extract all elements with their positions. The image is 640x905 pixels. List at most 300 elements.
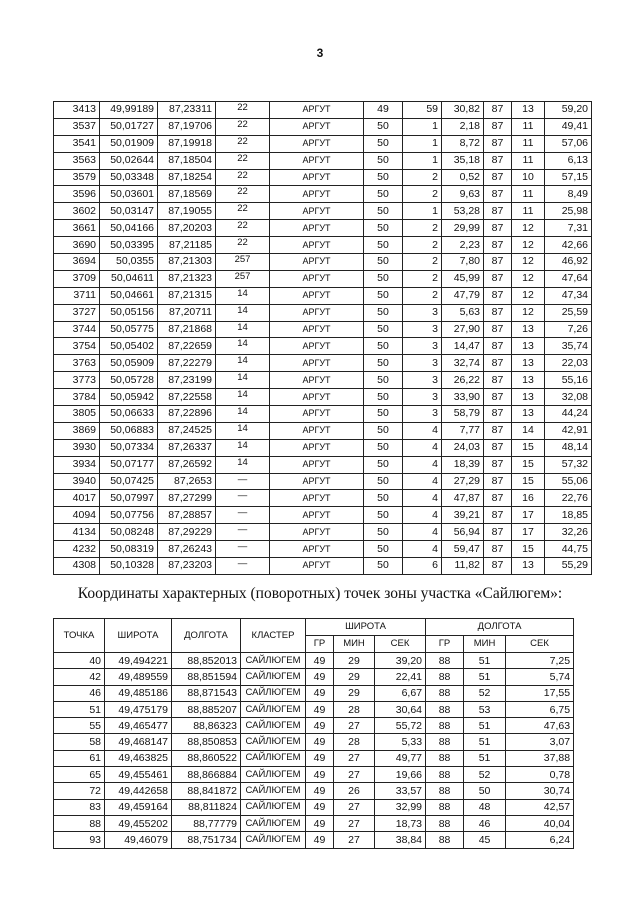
cell-cluster-name: АРГУТ	[270, 490, 364, 507]
cell-lat-sec: 2,23	[442, 237, 484, 254]
cell-point: 3930	[54, 439, 100, 456]
cell-cluster-id: 14	[216, 422, 270, 439]
cell-lat-deg: 50	[364, 490, 403, 507]
cell-latitude: 50,07756	[100, 507, 158, 524]
cell-lat-min: 4	[403, 490, 442, 507]
cell-longitude: 88,86323	[172, 718, 241, 734]
cell-lon-sec: 7,25	[506, 653, 574, 669]
cell-lon-sec: 7,31	[545, 220, 592, 237]
cell-lat-deg: 50	[364, 558, 403, 575]
cell-lon-deg: 88	[426, 685, 464, 701]
cell-lon-sec: 59,20	[545, 102, 592, 119]
cell-lon-sec: 37,88	[506, 750, 574, 766]
cell-cluster-id: —	[216, 507, 270, 524]
cell-lon-sec: 49,41	[545, 118, 592, 135]
cell-lat-min: 2	[403, 186, 442, 203]
cell-lat-min: 3	[403, 304, 442, 321]
table-row	[54, 169, 592, 186]
cell-latitude: 50,08319	[100, 541, 158, 558]
cell-latitude: 49,463825	[105, 750, 172, 766]
cell-lat-min: 26	[334, 783, 375, 799]
table-row	[54, 653, 574, 669]
cell-lon-min: 51	[464, 734, 506, 750]
cell-lon-deg: 87	[484, 422, 512, 439]
cell-lat-sec: 39,20	[375, 653, 426, 669]
cell-cluster-name: АРГУТ	[270, 558, 364, 575]
table-row	[54, 456, 592, 473]
cell-cluster: САЙЛЮГЕМ	[241, 718, 306, 734]
cell-longitude: 88,866884	[172, 767, 241, 783]
col-header-lat-min: МИН	[334, 636, 375, 653]
cell-latitude: 50,02644	[100, 152, 158, 169]
cell-lat-min: 27	[334, 718, 375, 734]
cell-cluster-id: 14	[216, 439, 270, 456]
cell-cluster-name: АРГУТ	[270, 372, 364, 389]
cell-lat-sec: 9,63	[442, 186, 484, 203]
cell-cluster: САЙЛЮГЕМ	[241, 734, 306, 750]
cell-lon-deg: 87	[484, 541, 512, 558]
cell-cluster-name: АРГУТ	[270, 406, 364, 423]
page-number: 3	[316, 46, 324, 60]
cell-latitude: 49,489559	[105, 669, 172, 685]
cell-longitude: 88,851594	[172, 669, 241, 685]
cell-longitude: 87,23199	[158, 372, 216, 389]
cell-lat-min: 1	[403, 152, 442, 169]
cell-lon-min: 52	[464, 685, 506, 701]
cell-cluster-name: АРГУТ	[270, 169, 364, 186]
cell-lon-deg: 88	[426, 701, 464, 717]
cell-cluster-id: 257	[216, 270, 270, 287]
cell-point: 3784	[54, 389, 100, 406]
cell-lat-deg: 49	[306, 701, 334, 717]
cell-point: 3541	[54, 135, 100, 152]
cell-lat-deg: 49	[306, 653, 334, 669]
cell-longitude: 87,22896	[158, 406, 216, 423]
cell-latitude: 50,05775	[100, 321, 158, 338]
cell-longitude: 87,21323	[158, 270, 216, 287]
cell-latitude: 49,455202	[105, 815, 172, 831]
cell-lat-min: 2	[403, 237, 442, 254]
cell-lon-min: 51	[464, 653, 506, 669]
cell-latitude: 50,07177	[100, 456, 158, 473]
cell-lon-deg: 87	[484, 355, 512, 372]
cell-lat-min: 27	[334, 832, 375, 848]
cell-lon-min: 12	[512, 270, 545, 287]
table-row	[54, 135, 592, 152]
cell-longitude: 87,22558	[158, 389, 216, 406]
table-row	[54, 767, 574, 783]
cell-latitude: 50,04166	[100, 220, 158, 237]
coordinates-table-argut	[53, 101, 592, 575]
cell-lat-sec: 24,03	[442, 439, 484, 456]
cell-lat-sec: 14,47	[442, 338, 484, 355]
cell-lat-deg: 50	[364, 389, 403, 406]
table-row	[54, 118, 592, 135]
cell-point: 42	[54, 669, 105, 685]
cell-cluster-id: 22	[216, 203, 270, 220]
cell-lat-sec: 30,82	[442, 102, 484, 119]
cell-longitude: 88,811824	[172, 799, 241, 815]
table-row	[54, 287, 592, 304]
col-header-cluster: КЛАСТЕР	[241, 619, 306, 653]
section-heading: Координаты характерных (поворотных) точек зоны участка «Сайлюгем»:	[77, 585, 563, 602]
cell-point: 3694	[54, 254, 100, 271]
cell-longitude: 87,22279	[158, 355, 216, 372]
cell-cluster: САЙЛЮГЕМ	[241, 767, 306, 783]
cell-cluster-id: 14	[216, 321, 270, 338]
cell-lon-sec: 17,55	[506, 685, 574, 701]
cell-cluster-name: АРГУТ	[270, 507, 364, 524]
cell-cluster-name: АРГУТ	[270, 389, 364, 406]
cell-point: 88	[54, 815, 105, 831]
cell-cluster-name: АРГУТ	[270, 304, 364, 321]
cell-latitude: 49,442658	[105, 783, 172, 799]
cell-lon-sec: 6,24	[506, 832, 574, 848]
cell-lat-min: 3	[403, 406, 442, 423]
cell-lat-deg: 50	[364, 355, 403, 372]
cell-lon-min: 13	[512, 321, 545, 338]
cell-lat-sec: 19,66	[375, 767, 426, 783]
table-row	[54, 701, 574, 717]
cell-cluster: САЙЛЮГЕМ	[241, 832, 306, 848]
table-row	[54, 406, 592, 423]
cell-lon-min: 10	[512, 169, 545, 186]
cell-lat-deg: 49	[306, 750, 334, 766]
cell-point: 3940	[54, 473, 100, 490]
cell-latitude: 49,475179	[105, 701, 172, 717]
cell-lon-deg: 87	[484, 507, 512, 524]
cell-latitude: 49,485186	[105, 685, 172, 701]
cell-cluster-id: —	[216, 473, 270, 490]
cell-lon-deg: 88	[426, 767, 464, 783]
cell-lat-sec: 32,99	[375, 799, 426, 815]
cell-cluster-id: 22	[216, 237, 270, 254]
cell-latitude: 49,494221	[105, 653, 172, 669]
cell-lon-min: 13	[512, 372, 545, 389]
cell-lon-min: 48	[464, 799, 506, 815]
cell-lon-min: 14	[512, 422, 545, 439]
table-row	[54, 473, 592, 490]
cell-lat-min: 59	[403, 102, 442, 119]
cell-lat-deg: 50	[364, 254, 403, 271]
cell-lat-min: 6	[403, 558, 442, 575]
cell-cluster-id: —	[216, 541, 270, 558]
cell-cluster-name: АРГУТ	[270, 220, 364, 237]
cell-cluster-name: АРГУТ	[270, 422, 364, 439]
cell-lat-deg: 50	[364, 406, 403, 423]
cell-lon-sec: 22,03	[545, 355, 592, 372]
cell-lat-deg: 50	[364, 439, 403, 456]
cell-longitude: 87,2653	[158, 473, 216, 490]
cell-lat-deg: 50	[364, 524, 403, 541]
cell-cluster-name: АРГУТ	[270, 118, 364, 135]
cell-lon-sec: 35,74	[545, 338, 592, 355]
cell-lon-min: 12	[512, 287, 545, 304]
cell-lat-min: 29	[334, 669, 375, 685]
cell-lat-min: 27	[334, 767, 375, 783]
cell-point: 3661	[54, 220, 100, 237]
col-header-longitude: ДОЛГОТА	[172, 619, 241, 653]
table-row	[54, 541, 592, 558]
cell-lat-min: 3	[403, 372, 442, 389]
cell-lon-min: 13	[512, 558, 545, 575]
cell-cluster-name: АРГУТ	[270, 203, 364, 220]
cell-cluster-id: 14	[216, 304, 270, 321]
cell-cluster: САЙЛЮГЕМ	[241, 750, 306, 766]
cell-lat-deg: 49	[306, 734, 334, 750]
cell-lon-sec: 25,98	[545, 203, 592, 220]
cell-lon-min: 12	[512, 237, 545, 254]
cell-lon-deg: 87	[484, 321, 512, 338]
cell-latitude: 50,07425	[100, 473, 158, 490]
cell-cluster: САЙЛЮГЕМ	[241, 685, 306, 701]
cell-longitude: 87,21185	[158, 237, 216, 254]
cell-lon-min: 13	[512, 389, 545, 406]
cell-longitude: 87,27299	[158, 490, 216, 507]
cell-lat-deg: 50	[364, 287, 403, 304]
cell-point: 93	[54, 832, 105, 848]
cell-lon-min: 45	[464, 832, 506, 848]
table-row	[54, 815, 574, 831]
table-row	[54, 558, 592, 575]
table-row	[54, 203, 592, 220]
cell-lon-min: 15	[512, 473, 545, 490]
cell-lon-deg: 88	[426, 799, 464, 815]
cell-lat-sec: 35,18	[442, 152, 484, 169]
cell-lon-sec: 55,06	[545, 473, 592, 490]
cell-latitude: 50,03147	[100, 203, 158, 220]
cell-lon-deg: 88	[426, 653, 464, 669]
cell-lat-deg: 49	[306, 767, 334, 783]
cell-lon-sec: 42,57	[506, 799, 574, 815]
cell-longitude: 87,21315	[158, 287, 216, 304]
cell-point: 3596	[54, 186, 100, 203]
cell-lon-deg: 88	[426, 718, 464, 734]
cell-lon-min: 11	[512, 118, 545, 135]
cell-lon-min: 11	[512, 203, 545, 220]
col-header-lon-deg: ГР	[426, 636, 464, 653]
cell-latitude: 50,07334	[100, 439, 158, 456]
cell-lat-sec: 27,90	[442, 321, 484, 338]
cell-point: 83	[54, 799, 105, 815]
cell-lon-sec: 55,16	[545, 372, 592, 389]
cell-lon-sec: 32,26	[545, 524, 592, 541]
cell-point: 46	[54, 685, 105, 701]
cell-latitude: 50,05728	[100, 372, 158, 389]
cell-cluster-id: 14	[216, 287, 270, 304]
cell-cluster: САЙЛЮГЕМ	[241, 701, 306, 717]
cell-longitude: 87,20711	[158, 304, 216, 321]
cell-lon-sec: 42,66	[545, 237, 592, 254]
cell-lon-min: 15	[512, 439, 545, 456]
cell-lat-min: 4	[403, 541, 442, 558]
cell-lat-deg: 50	[364, 135, 403, 152]
cell-point: 3579	[54, 169, 100, 186]
cell-lon-sec: 3,07	[506, 734, 574, 750]
cell-lon-min: 17	[512, 524, 545, 541]
coordinates-table-sailyugem-header	[54, 619, 574, 653]
cell-lon-sec: 25,59	[545, 304, 592, 321]
cell-lon-min: 12	[512, 220, 545, 237]
cell-cluster: САЙЛЮГЕМ	[241, 653, 306, 669]
cell-latitude: 50,04611	[100, 270, 158, 287]
cell-cluster-id: —	[216, 490, 270, 507]
cell-lon-min: 11	[512, 186, 545, 203]
cell-longitude: 87,26243	[158, 541, 216, 558]
col-header-point: ТОЧКА	[54, 619, 105, 653]
cell-lat-sec: 45,99	[442, 270, 484, 287]
cell-lat-sec: 39,21	[442, 507, 484, 524]
cell-latitude: 50,10328	[100, 558, 158, 575]
cell-point: 3869	[54, 422, 100, 439]
table-row	[54, 372, 592, 389]
cell-lat-min: 27	[334, 750, 375, 766]
cell-longitude: 87,26337	[158, 439, 216, 456]
cell-lon-min: 50	[464, 783, 506, 799]
cell-lat-min: 27	[334, 815, 375, 831]
cell-lon-min: 46	[464, 815, 506, 831]
cell-lat-sec: 56,94	[442, 524, 484, 541]
cell-longitude: 87,19055	[158, 203, 216, 220]
cell-lon-deg: 87	[484, 118, 512, 135]
cell-latitude: 50,05909	[100, 355, 158, 372]
cell-latitude: 50,08248	[100, 524, 158, 541]
cell-cluster-id: 14	[216, 372, 270, 389]
cell-longitude: 87,29229	[158, 524, 216, 541]
table-row	[54, 524, 592, 541]
cell-point: 3537	[54, 118, 100, 135]
table-row	[54, 439, 592, 456]
cell-lon-deg: 87	[484, 524, 512, 541]
cell-cluster-id: 14	[216, 389, 270, 406]
cell-point: 3709	[54, 270, 100, 287]
table-row	[54, 186, 592, 203]
cell-point: 65	[54, 767, 105, 783]
cell-lon-deg: 87	[484, 558, 512, 575]
cell-lon-sec: 42,91	[545, 422, 592, 439]
cell-cluster-name: АРГУТ	[270, 237, 364, 254]
cell-cluster: САЙЛЮГЕМ	[241, 815, 306, 831]
cell-latitude: 49,468147	[105, 734, 172, 750]
cell-longitude: 87,24525	[158, 422, 216, 439]
cell-lon-deg: 87	[484, 439, 512, 456]
cell-longitude: 87,18569	[158, 186, 216, 203]
cell-lon-sec: 47,64	[545, 270, 592, 287]
cell-lon-sec: 5,74	[506, 669, 574, 685]
cell-longitude: 87,22659	[158, 338, 216, 355]
cell-lat-min: 1	[403, 118, 442, 135]
cell-lon-sec: 47,63	[506, 718, 574, 734]
cell-cluster-name: АРГУТ	[270, 338, 364, 355]
cell-lat-min: 2	[403, 254, 442, 271]
cell-latitude: 50,01727	[100, 118, 158, 135]
cell-cluster-name: АРГУТ	[270, 473, 364, 490]
cell-point: 58	[54, 734, 105, 750]
cell-lon-sec: 8,49	[545, 186, 592, 203]
cell-lon-sec: 57,15	[545, 169, 592, 186]
cell-lon-deg: 87	[484, 473, 512, 490]
cell-lon-deg: 87	[484, 270, 512, 287]
cell-lon-deg: 87	[484, 287, 512, 304]
cell-lon-min: 17	[512, 507, 545, 524]
cell-lat-sec: 30,64	[375, 701, 426, 717]
cell-lon-min: 12	[512, 254, 545, 271]
cell-lon-sec: 7,26	[545, 321, 592, 338]
cell-lat-min: 1	[403, 135, 442, 152]
cell-lat-min: 3	[403, 355, 442, 372]
cell-point: 55	[54, 718, 105, 734]
cell-lon-min: 13	[512, 406, 545, 423]
cell-lon-deg: 87	[484, 203, 512, 220]
cell-longitude: 88,751734	[172, 832, 241, 848]
table-row	[54, 490, 592, 507]
cell-lon-sec: 44,75	[545, 541, 592, 558]
cell-cluster-name: АРГУТ	[270, 321, 364, 338]
table-row	[54, 254, 592, 271]
cell-lat-sec: 5,63	[442, 304, 484, 321]
cell-latitude: 49,455461	[105, 767, 172, 783]
table-row	[54, 270, 592, 287]
cell-point: 72	[54, 783, 105, 799]
cell-longitude: 88,860522	[172, 750, 241, 766]
cell-lon-deg: 87	[484, 490, 512, 507]
cell-point: 4232	[54, 541, 100, 558]
cell-cluster: САЙЛЮГЕМ	[241, 799, 306, 815]
cell-longitude: 88,871543	[172, 685, 241, 701]
cell-cluster-id: 14	[216, 355, 270, 372]
cell-lat-deg: 50	[364, 338, 403, 355]
cell-cluster-id: 14	[216, 406, 270, 423]
cell-lon-sec: 32,08	[545, 389, 592, 406]
cell-cluster-id: 22	[216, 118, 270, 135]
cell-longitude: 87,23203	[158, 558, 216, 575]
table-row	[54, 685, 574, 701]
cell-point: 61	[54, 750, 105, 766]
cell-lat-sec: 55,72	[375, 718, 426, 734]
cell-cluster-id: 14	[216, 456, 270, 473]
cell-lat-deg: 49	[306, 669, 334, 685]
cell-lat-deg: 50	[364, 270, 403, 287]
cell-lon-sec: 55,29	[545, 558, 592, 575]
cell-lon-sec: 57,06	[545, 135, 592, 152]
cell-lon-deg: 87	[484, 338, 512, 355]
cell-lon-deg: 87	[484, 220, 512, 237]
cell-lon-min: 51	[464, 669, 506, 685]
cell-lat-sec: 7,77	[442, 422, 484, 439]
cell-lon-deg: 88	[426, 783, 464, 799]
cell-lon-deg: 87	[484, 406, 512, 423]
cell-latitude: 50,04661	[100, 287, 158, 304]
table-row	[54, 237, 592, 254]
cell-longitude: 88,77779	[172, 815, 241, 831]
cell-longitude: 87,19918	[158, 135, 216, 152]
cell-lat-min: 4	[403, 439, 442, 456]
cell-point: 40	[54, 653, 105, 669]
cell-lat-sec: 26,22	[442, 372, 484, 389]
cell-lat-deg: 50	[364, 304, 403, 321]
cell-lon-sec: 44,24	[545, 406, 592, 423]
cell-point: 3711	[54, 287, 100, 304]
cell-lat-min: 29	[334, 653, 375, 669]
cell-latitude: 50,03348	[100, 169, 158, 186]
cell-lat-sec: 59,47	[442, 541, 484, 558]
cell-lat-min: 4	[403, 507, 442, 524]
cell-lat-sec: 6,67	[375, 685, 426, 701]
table-row	[54, 152, 592, 169]
cell-cluster-name: АРГУТ	[270, 287, 364, 304]
cell-lat-deg: 50	[364, 237, 403, 254]
cell-longitude: 87,23311	[158, 102, 216, 119]
